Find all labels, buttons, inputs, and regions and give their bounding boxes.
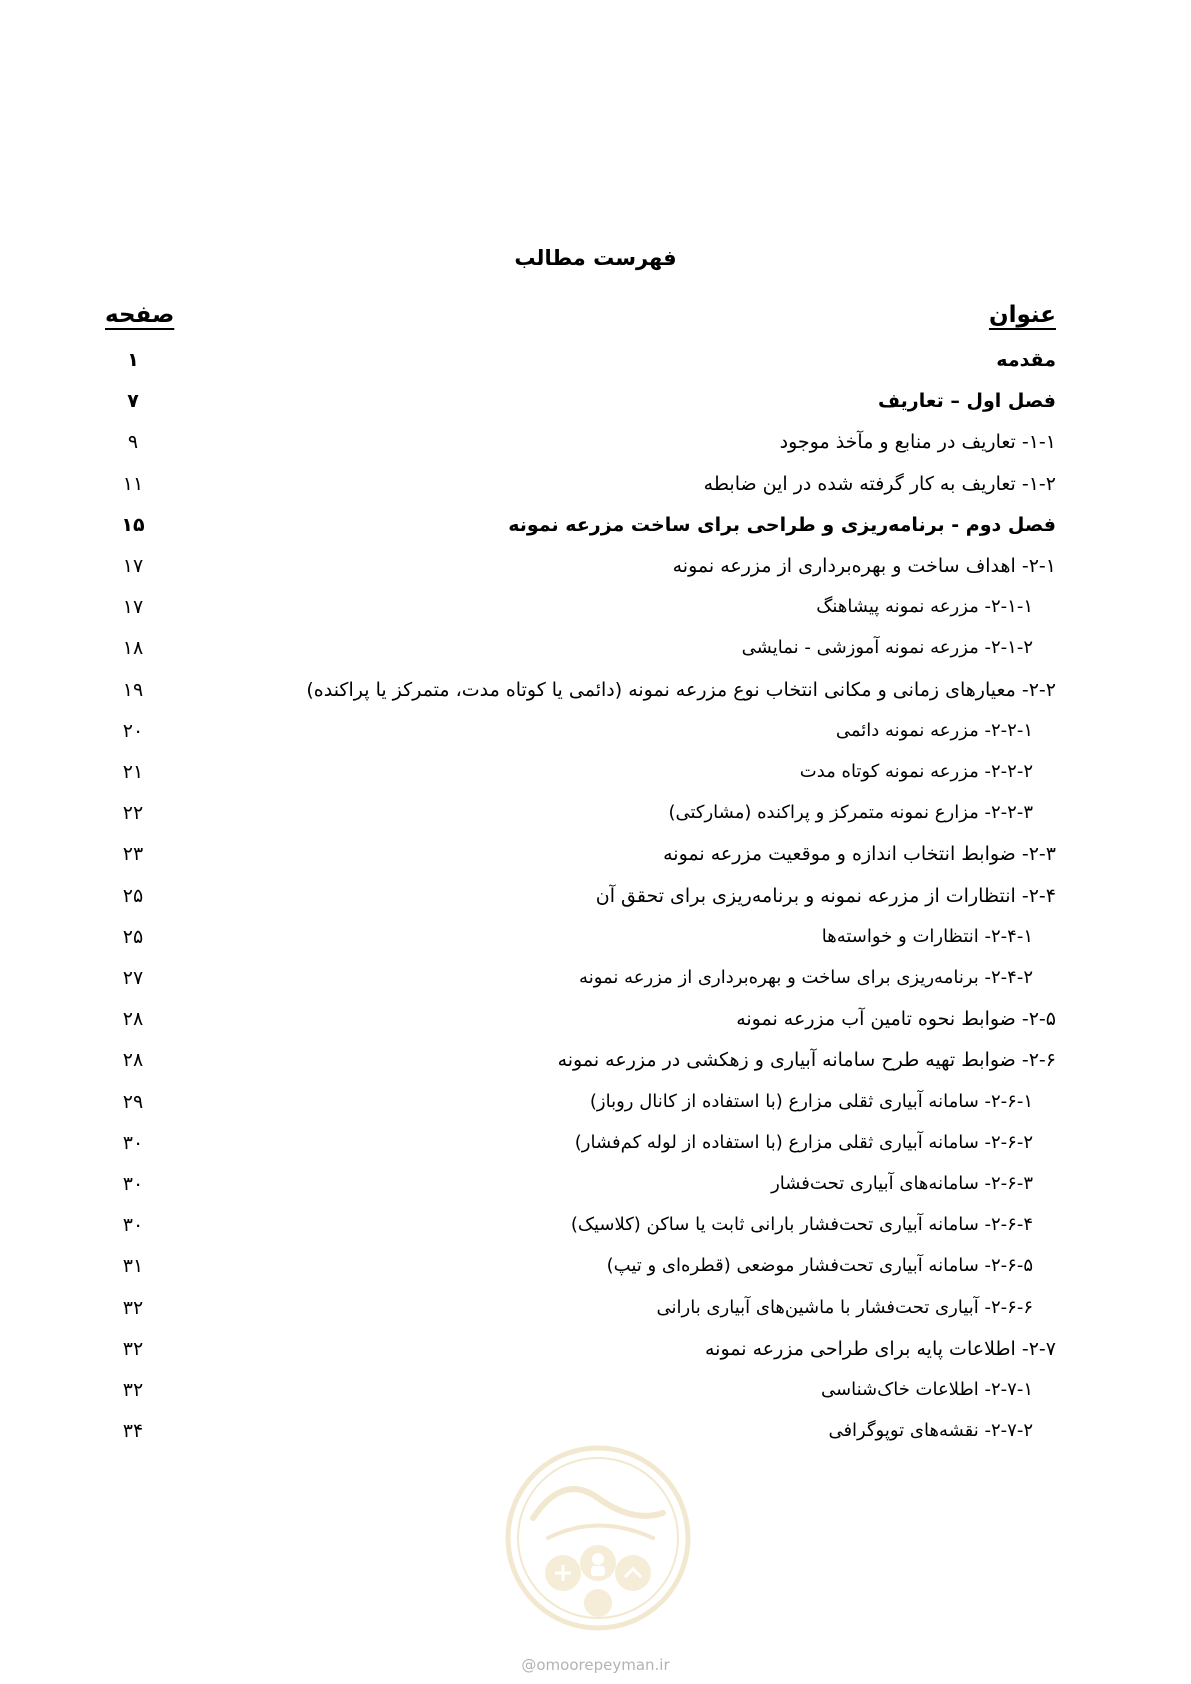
toc-entry xyxy=(0,633,1191,669)
toc-entry-page-number: ۲۲ xyxy=(122,802,144,825)
toc-entry-title: ۲-۳- ضوابط انتخاب اندازه و موقعیت مزرعه نمونه xyxy=(663,843,1056,866)
toc-entry-title: ۲-۶-۲- سامانه آبیاری ثقلی مزارع (با استفاده از لوله کم‌فشار) xyxy=(574,1131,1033,1153)
toc-entry-page-number: ۲۰ xyxy=(122,719,144,742)
toc-entry xyxy=(0,510,1191,546)
toc-entry-title: ۲-۵- ضوابط نحوه تامین آب مزرعه نمونه xyxy=(736,1008,1056,1031)
watermark-seal-logo xyxy=(503,1443,693,1633)
toc-entry-page-number: ۲۸ xyxy=(122,1049,144,1072)
toc-entry xyxy=(0,427,1191,463)
toc-entry-page-number: ۲۵ xyxy=(122,884,144,907)
toc-entry-page-number: ۹ xyxy=(127,431,139,454)
toc-entry-page-number: ۱۷ xyxy=(122,555,144,577)
toc-entry-title: ۲-۱-۱- مزرعه نمونه پیشاهنگ xyxy=(816,596,1033,618)
toc-entry xyxy=(0,551,1191,587)
toc-entry xyxy=(0,1251,1191,1287)
toc-entry-page-number: ۱۱ xyxy=(122,472,144,495)
toc-entry-title: ۲-۴- انتظارات از مزرعه نمونه و برنامه‌ریزی برای تحقق آن xyxy=(595,884,1056,907)
toc-entry xyxy=(0,1375,1191,1411)
toc-entry-page-number: ۳۰ xyxy=(122,1131,144,1154)
toc-entry-page-number: ۳۲ xyxy=(122,1296,144,1319)
toc-entry-page-number: ۲۸ xyxy=(122,1008,144,1031)
toc-entry-title: ۱-۲- تعاریف به کار گرفته شده در این ضابطه xyxy=(703,472,1056,495)
toc-entry xyxy=(0,963,1191,999)
toc-entry-page-number: ۲۹ xyxy=(122,1090,144,1113)
column-head-title: عنوان xyxy=(988,302,1056,328)
toc-entry-title: فصل دوم - برنامه‌ریزی و طراحی برای ساخت مزرعه نمونه xyxy=(508,513,1056,536)
toc-entry xyxy=(0,798,1191,834)
toc-entry xyxy=(0,1004,1191,1040)
toc-entry-title: ۲-۷-۲- نقشه‌های توپوگرافی xyxy=(828,1420,1033,1442)
toc-entry-page-number: ۳۰ xyxy=(122,1214,144,1237)
toc-entry-page-number: ۲۱ xyxy=(122,761,144,783)
toc-entry-title: ۲-۷- اطلاعات پایه برای طراحی مزرعه نمونه xyxy=(705,1337,1056,1360)
toc-entry-page-number: ۱ xyxy=(127,349,139,371)
toc-entry xyxy=(0,592,1191,628)
toc-entry-title: ۲-۶-۴- سامانه آبیاری تحت‌فشار بارانی ثابت یا ساکن (کلاسیک) xyxy=(570,1214,1033,1236)
toc-entry-title: ۲-۶- ضوابط تهیه طرح سامانه آبیاری و زهکشی در مزرعه نمونه xyxy=(557,1049,1056,1072)
toc-entry-page-number: ۷ xyxy=(127,390,139,413)
toc-entry-title: ۲-۱-۲- مزرعه نمونه آموزشی - نمایشی xyxy=(741,637,1033,659)
toc-entry xyxy=(0,1087,1191,1123)
toc-entry xyxy=(0,675,1191,711)
toc-entry xyxy=(0,922,1191,958)
toc-entry xyxy=(0,1128,1191,1164)
toc-entry-page-number: ۲۷ xyxy=(122,967,144,989)
toc-entry-page-number: ۱۹ xyxy=(122,678,144,701)
toc-entry-page-number: ۲۵ xyxy=(122,925,144,948)
toc-entry-page-number: ۳۴ xyxy=(122,1420,144,1443)
toc-entry xyxy=(0,881,1191,917)
toc-entry-page-number: ۱۵ xyxy=(121,513,145,536)
toc-entry xyxy=(0,757,1191,793)
toc-entry xyxy=(0,1045,1191,1081)
toc-entry-title: ۲-۴-۱- انتظارات و خواسته‌ها xyxy=(821,925,1033,947)
toc-entry-title: ۲-۲-۳- مزارع نمونه متمرکز و پراکنده (مشارکتی) xyxy=(668,802,1033,824)
toc-entry-title: فصل اول – تعاریف xyxy=(878,390,1056,413)
toc-entry-title: مقدمه xyxy=(996,349,1056,371)
toc-entry-title: ۲-۱- اهداف ساخت و بهره‌برداری از مزرعه نمونه xyxy=(672,555,1056,577)
toc-entry xyxy=(0,345,1191,381)
toc-entry-page-number: ۳۲ xyxy=(122,1337,144,1360)
toc-entry-page-number: ۱۷ xyxy=(122,596,144,619)
toc-entry-page-number: ۳۱ xyxy=(122,1255,144,1278)
toc-entry xyxy=(0,1210,1191,1246)
page-title: فهرست مطالب xyxy=(514,246,677,270)
toc-entry xyxy=(0,469,1191,505)
toc-entry xyxy=(0,1334,1191,1370)
toc-entry-title: ۲-۲-۲- مزرعه نمونه کوتاه مدت xyxy=(799,761,1033,782)
toc-entry xyxy=(0,1293,1191,1329)
toc-entry-page-number: ۳۲ xyxy=(122,1379,144,1401)
toc-entry-title: ۲-۴-۲- برنامه‌ریزی برای ساخت و بهره‌برداری از مزرعه نمونه xyxy=(579,967,1033,988)
toc-entry-title: ۲-۲-۱- مزرعه نمونه دائمی xyxy=(835,719,1033,741)
toc-entry-title: ۲-۶-۱- سامانه آبیاری ثقلی مزارع (با استفاده از کانال روباز) xyxy=(589,1090,1033,1112)
toc-entry-page-number: ۲۳ xyxy=(122,843,144,866)
toc-entry-title: ۲-۲- معیارهای زمانی و مکانی انتخاب نوع مزرعه نمونه (دائمی یا کوتاه مدت، متمرکز یا پراکنده) xyxy=(306,678,1056,701)
toc-entry-title: ۱-۱- تعاریف در منابع و مآخذ موجود xyxy=(779,431,1056,454)
toc-entry-page-number: ۱۸ xyxy=(122,637,144,660)
toc-entry-title: ۲-۷-۱- اطلاعات خاک‌شناسی xyxy=(821,1379,1033,1400)
toc-entry-title: ۲-۶-۶- آبیاری تحت‌فشار با ماشین‌های آبیاری بارانی xyxy=(656,1296,1033,1318)
column-head-page: صفحه xyxy=(105,302,175,328)
toc-entry xyxy=(0,839,1191,875)
toc-entry xyxy=(0,1169,1191,1205)
toc-entry-title: ۲-۶-۵- سامانه آبیاری تحت‌فشار موضعی (قطره‌ای و تیپ) xyxy=(606,1255,1033,1277)
footer-url: @omoorepeyman.ir xyxy=(521,1656,670,1674)
toc-entry xyxy=(0,716,1191,752)
toc-entry xyxy=(0,386,1191,422)
toc-entry-title: ۲-۶-۳- سامانه‌های آبیاری تحت‌فشار xyxy=(771,1173,1033,1194)
toc-entry-page-number: ۳۰ xyxy=(122,1173,144,1195)
